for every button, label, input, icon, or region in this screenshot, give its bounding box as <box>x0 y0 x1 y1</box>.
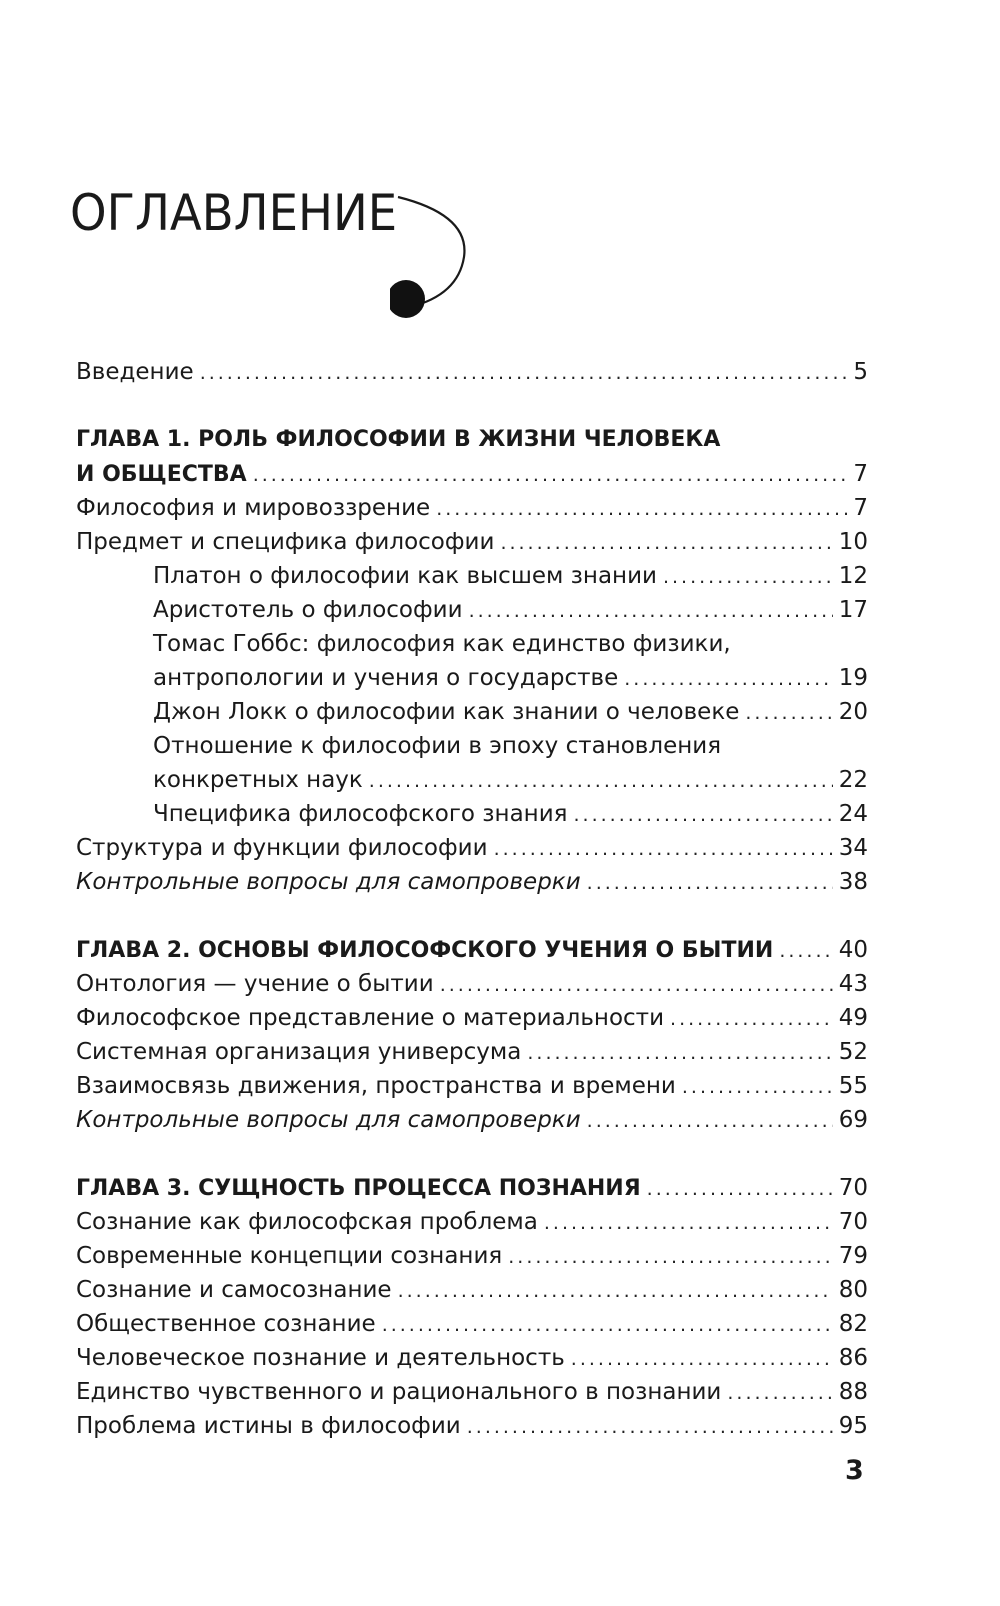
toc-subitem[interactable]: антропологии и учения о государстве ..... 19 <box>76 661 868 695</box>
toc-subitem[interactable]: конкретных наук ..... 22 <box>76 763 868 797</box>
toc-item[interactable]: Сознание как философская проблема ..... 70 <box>76 1205 868 1239</box>
toc-item[interactable]: Современные концепции сознания ..... 79 <box>76 1239 868 1273</box>
toc-subitem[interactable]: Платон о философии как высшем знании ..... 12 <box>76 559 868 593</box>
toc-item[interactable]: Системная организация универсума ..... 52 <box>76 1035 868 1069</box>
toc-item[interactable]: Взаимосвязь движения, пространства и времени ..... 55 <box>76 1069 868 1103</box>
table-of-contents <box>76 355 868 1443</box>
toc-item-questions[interactable]: Контрольные вопросы для самопроверки ..... 69 <box>76 1103 868 1137</box>
chapter-1-heading-line1[interactable]: ГЛАВА 1. РОЛЬ ФИЛОСОФИИ В ЖИЗНИ ЧЕЛОВЕКА <box>76 427 721 452</box>
page-number: 3 <box>845 1455 864 1486</box>
toc-item[interactable]: Единство чувственного и рационального в познании ..... 88 <box>76 1375 868 1409</box>
chapter-1-heading[interactable]: И ОБЩЕСТВА ..... 7 <box>76 457 868 491</box>
toc-item[interactable]: Философия и мировоззрение ..... 7 <box>76 491 868 525</box>
toc-subitem-line1[interactable]: Отношение к философии в эпоху становления <box>153 733 722 759</box>
decorative-arc-icon <box>390 195 490 335</box>
toc-item[interactable]: Сознание и самосознание ..... 80 <box>76 1273 868 1307</box>
toc-item[interactable]: Структура и функции философии ..... 34 <box>76 831 868 865</box>
toc-subitem[interactable]: Аристотель о философии ..... 17 <box>76 593 868 627</box>
toc-item-questions[interactable]: Контрольные вопросы для самопроверки ..... 38 <box>76 865 868 899</box>
page-title: ОГЛАВЛЕНИЕ <box>70 184 398 242</box>
toc-item[interactable]: Предмет и специфика философии ..... 10 <box>76 525 868 559</box>
toc-subitem-line1[interactable]: Томас Гоббс: философия как единство физики, <box>153 631 731 657</box>
toc-item[interactable]: Проблема истины в философии ..... 95 <box>76 1409 868 1443</box>
chapter-2-heading[interactable]: ГЛАВА 2. ОСНОВЫ ФИЛОСОФСКОГО УЧЕНИЯ О БЫТИИ ..... 40 <box>76 933 868 967</box>
toc-subitem[interactable]: Джон Локк о философии как знании о человеке ..... 20 <box>76 695 868 729</box>
toc-subitem[interactable]: Чпецифика философского знания ..... 24 <box>76 797 868 831</box>
toc-intro[interactable]: Введение ..... 5 <box>76 355 868 389</box>
chapter-3-heading[interactable]: ГЛАВА 3. СУЩНОСТЬ ПРОЦЕССА ПОЗНАНИЯ ..... 70 <box>76 1171 868 1205</box>
toc-item[interactable]: Общественное сознание ..... 82 <box>76 1307 868 1341</box>
toc-item[interactable]: Человеческое познание и деятельность ..... 86 <box>76 1341 868 1375</box>
toc-item[interactable]: Онтология — учение о бытии ..... 43 <box>76 967 868 1001</box>
toc-item[interactable]: Философское представление о материальности ..... 49 <box>76 1001 868 1035</box>
